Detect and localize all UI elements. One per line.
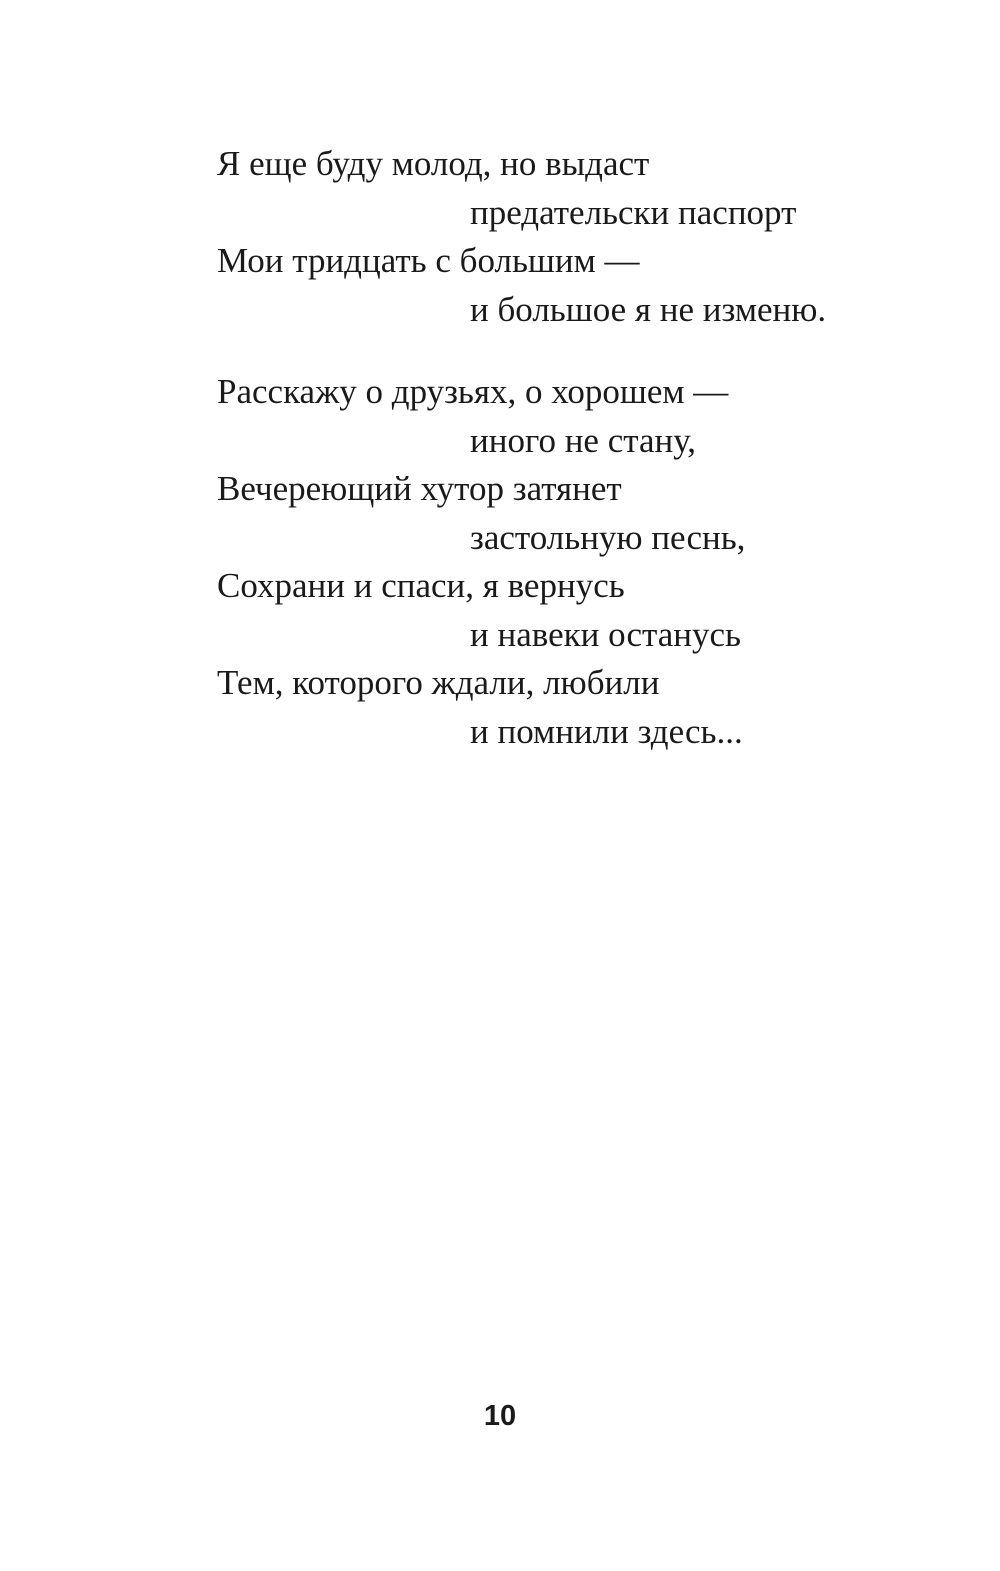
page-number: 10 [483,1400,517,1432]
poem-line-indented: и большое я не изменю. [470,289,827,329]
poem-line: Тем, которого ждали, любили [217,663,660,702]
poem-line: Мои тридцать с большим — [217,241,640,280]
poem-line-indented: и помнили здесь... [470,711,743,751]
poem-line: Вечереющий хутор затянет [217,469,622,508]
poem-line-indented: иного не стану, [470,420,696,460]
poem [217,140,917,756]
stanza-2 [217,368,917,756]
poem-line-indented: предательски паспорт [470,192,797,232]
poem-line-indented: застольную песнь, [470,517,746,557]
stanza-1 [217,140,917,334]
poem-line: Сохрани и спаси, я вернусь [217,566,625,605]
poem-line: Я еще буду молод, но выдаст [217,144,650,183]
poem-line-indented: и навеки останусь [470,614,741,654]
poem-line: Расскажу о друзьях, о хорошем — [217,372,729,411]
